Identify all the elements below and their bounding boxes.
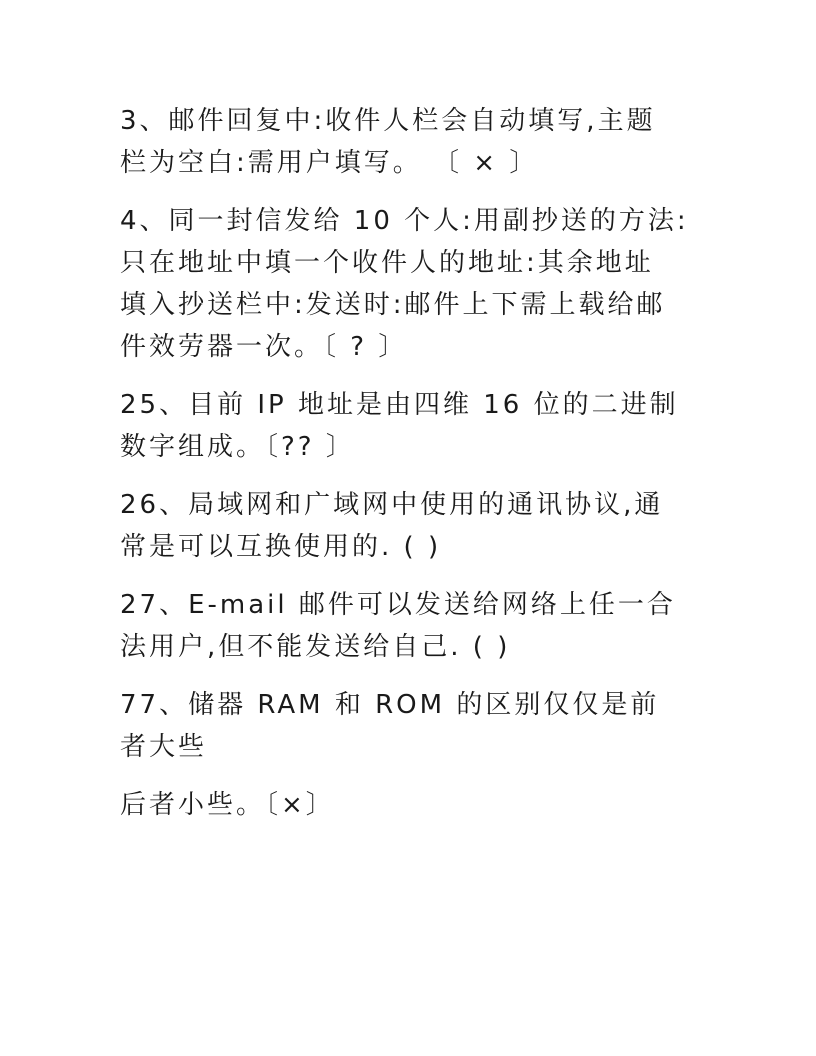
question-item-4 — [120, 200, 710, 368]
question-item-77 — [120, 684, 710, 768]
question-line: 常是可以互换使用的. ( ) — [120, 532, 442, 562]
question-line: 者大些 — [120, 732, 208, 762]
question-continuation-line: 后者小些。〔×〕 — [120, 790, 335, 820]
question-item-25 — [120, 384, 710, 468]
question-line: 填入抄送栏中:发送时:邮件上下需上载给邮 — [120, 290, 666, 320]
question-item-3 — [120, 100, 710, 184]
question-line: 3、邮件回复中:收件人栏会自动填写,主题 — [120, 106, 656, 136]
question-item-27 — [120, 584, 710, 668]
question-line: 26、局域网和广域网中使用的通讯协议,通 — [120, 490, 664, 520]
question-line: 25、目前 IP 地址是由四维 16 位的二进制 — [120, 390, 679, 420]
document-page — [120, 100, 710, 826]
question-line: 栏为空白:需用户填写。 〔 × 〕 — [120, 148, 539, 178]
question-item-26 — [120, 484, 710, 568]
question-line: 27、E-mail 邮件可以发送给网络上任一合 — [120, 590, 676, 620]
question-line: 件效劳器一次。〔 ? 〕 — [120, 332, 408, 362]
question-line: 只在地址中填一个收件人的地址:其余地址 — [120, 248, 654, 278]
question-line: 77、储器 RAM 和 ROM 的区别仅仅是前 — [120, 690, 660, 720]
question-line: 法用户,但不能发送给自己. ( ) — [120, 632, 511, 662]
question-line: 4、同一封信发给 10 个人:用副抄送的方法: — [120, 206, 689, 236]
question-line: 数字组成。〔?? 〕 — [120, 432, 355, 462]
